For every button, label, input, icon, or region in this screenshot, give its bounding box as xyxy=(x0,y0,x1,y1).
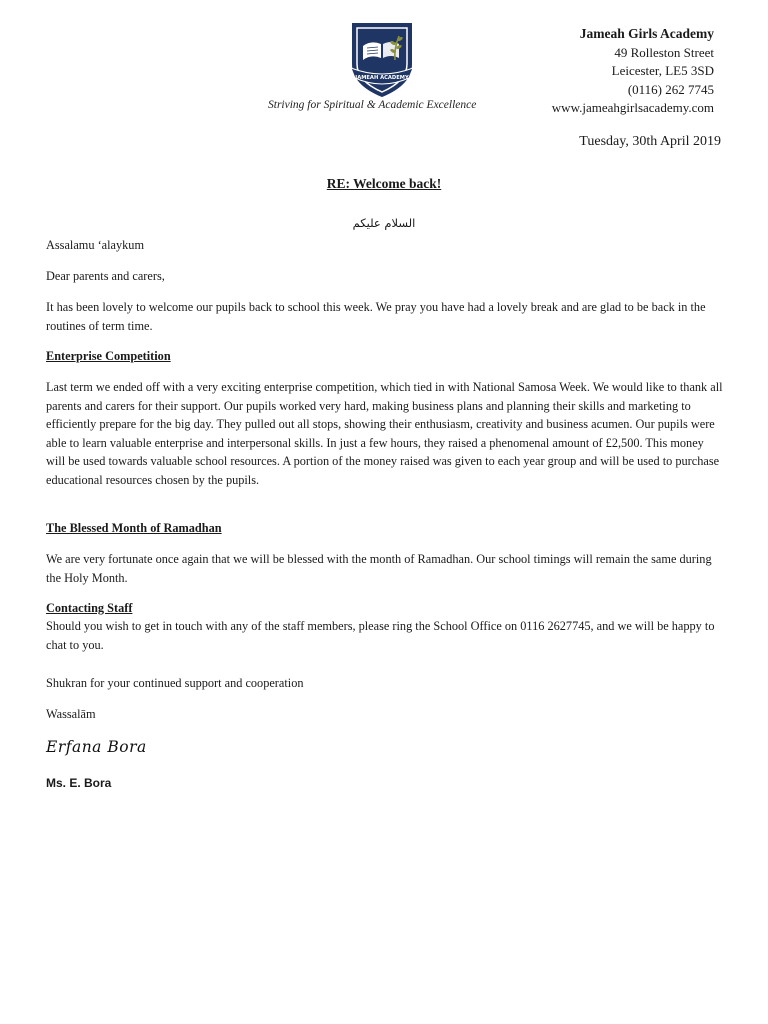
paragraph-ramadhan: We are very fortunate once again that we will be blessed with the month of Ramadhan. Our school timings will remain the same during the Holy Month. xyxy=(46,552,712,585)
heading-contact: Contacting Staff xyxy=(46,601,133,615)
letter-date: Tuesday, 30th April 2019 xyxy=(579,134,721,149)
school-phone: (0116) 262 7745 xyxy=(627,81,714,97)
handwritten-signature: Erfana Bora xyxy=(46,738,147,756)
greeting: Assalamu ‘alaykum xyxy=(46,238,145,252)
letter-subject: RE: Welcome back! xyxy=(326,176,442,191)
signoff-name: Ms. E. Bora xyxy=(46,776,112,790)
heading-enterprise: Enterprise Competition xyxy=(46,349,171,363)
school-crest-logo xyxy=(347,20,417,100)
paragraph-enterprise: Last term we ended off with a very exciting enterprise competition, which tied in with National Samosa Week. We would like to thank all parents and carers for their support. Our pupils worked very hard, making business plans and planning their skills and marketing to efficiently prepare for the big day. They pulled out all stops, showing their enthusiasm, creativity and business acumen. Our pupils were able to learn valuable enterprise and interpersonal skills. In just a few hours, they raised a phenomenal amount of £2,500. This money will be used towards valuable school resources. A portion of the money raised was given to each year group and will be used to purchase educational resources chosen by the pupils. xyxy=(46,380,723,487)
school-tagline: Striving for Spiritual & Academic Excellence xyxy=(268,99,477,111)
school-address-block xyxy=(552,25,714,118)
salutation: Dear parents and carers, xyxy=(46,269,165,283)
valediction: Wassalām xyxy=(46,707,96,721)
intro-paragraph: It has been lovely to welcome our pupils back to school this week. We pray you have had a lovely break and are glad to be back in the routines of term time. xyxy=(46,300,706,333)
paragraph-contact: Should you wish to get in touch with any of the staff members, please ring the School Office on 0116 2627745, and we will be happy to chat to you. xyxy=(46,619,715,652)
address-line-street: 49 Rolleston Street xyxy=(614,44,714,60)
crest-text: JAMEAH ACADEMY xyxy=(355,75,409,81)
arabic-greeting: السلام عليكم xyxy=(352,216,416,230)
heading-ramadhan: The Blessed Month of Ramadhan xyxy=(46,521,222,535)
school-website: www.jameahgirlsacademy.com xyxy=(551,100,714,115)
school-name: Jameah Girls Academy xyxy=(579,26,714,41)
closing-line: Shukran for your continued support and cooperation xyxy=(46,676,304,690)
address-line-city: Leicester, LE5 3SD xyxy=(611,63,714,78)
